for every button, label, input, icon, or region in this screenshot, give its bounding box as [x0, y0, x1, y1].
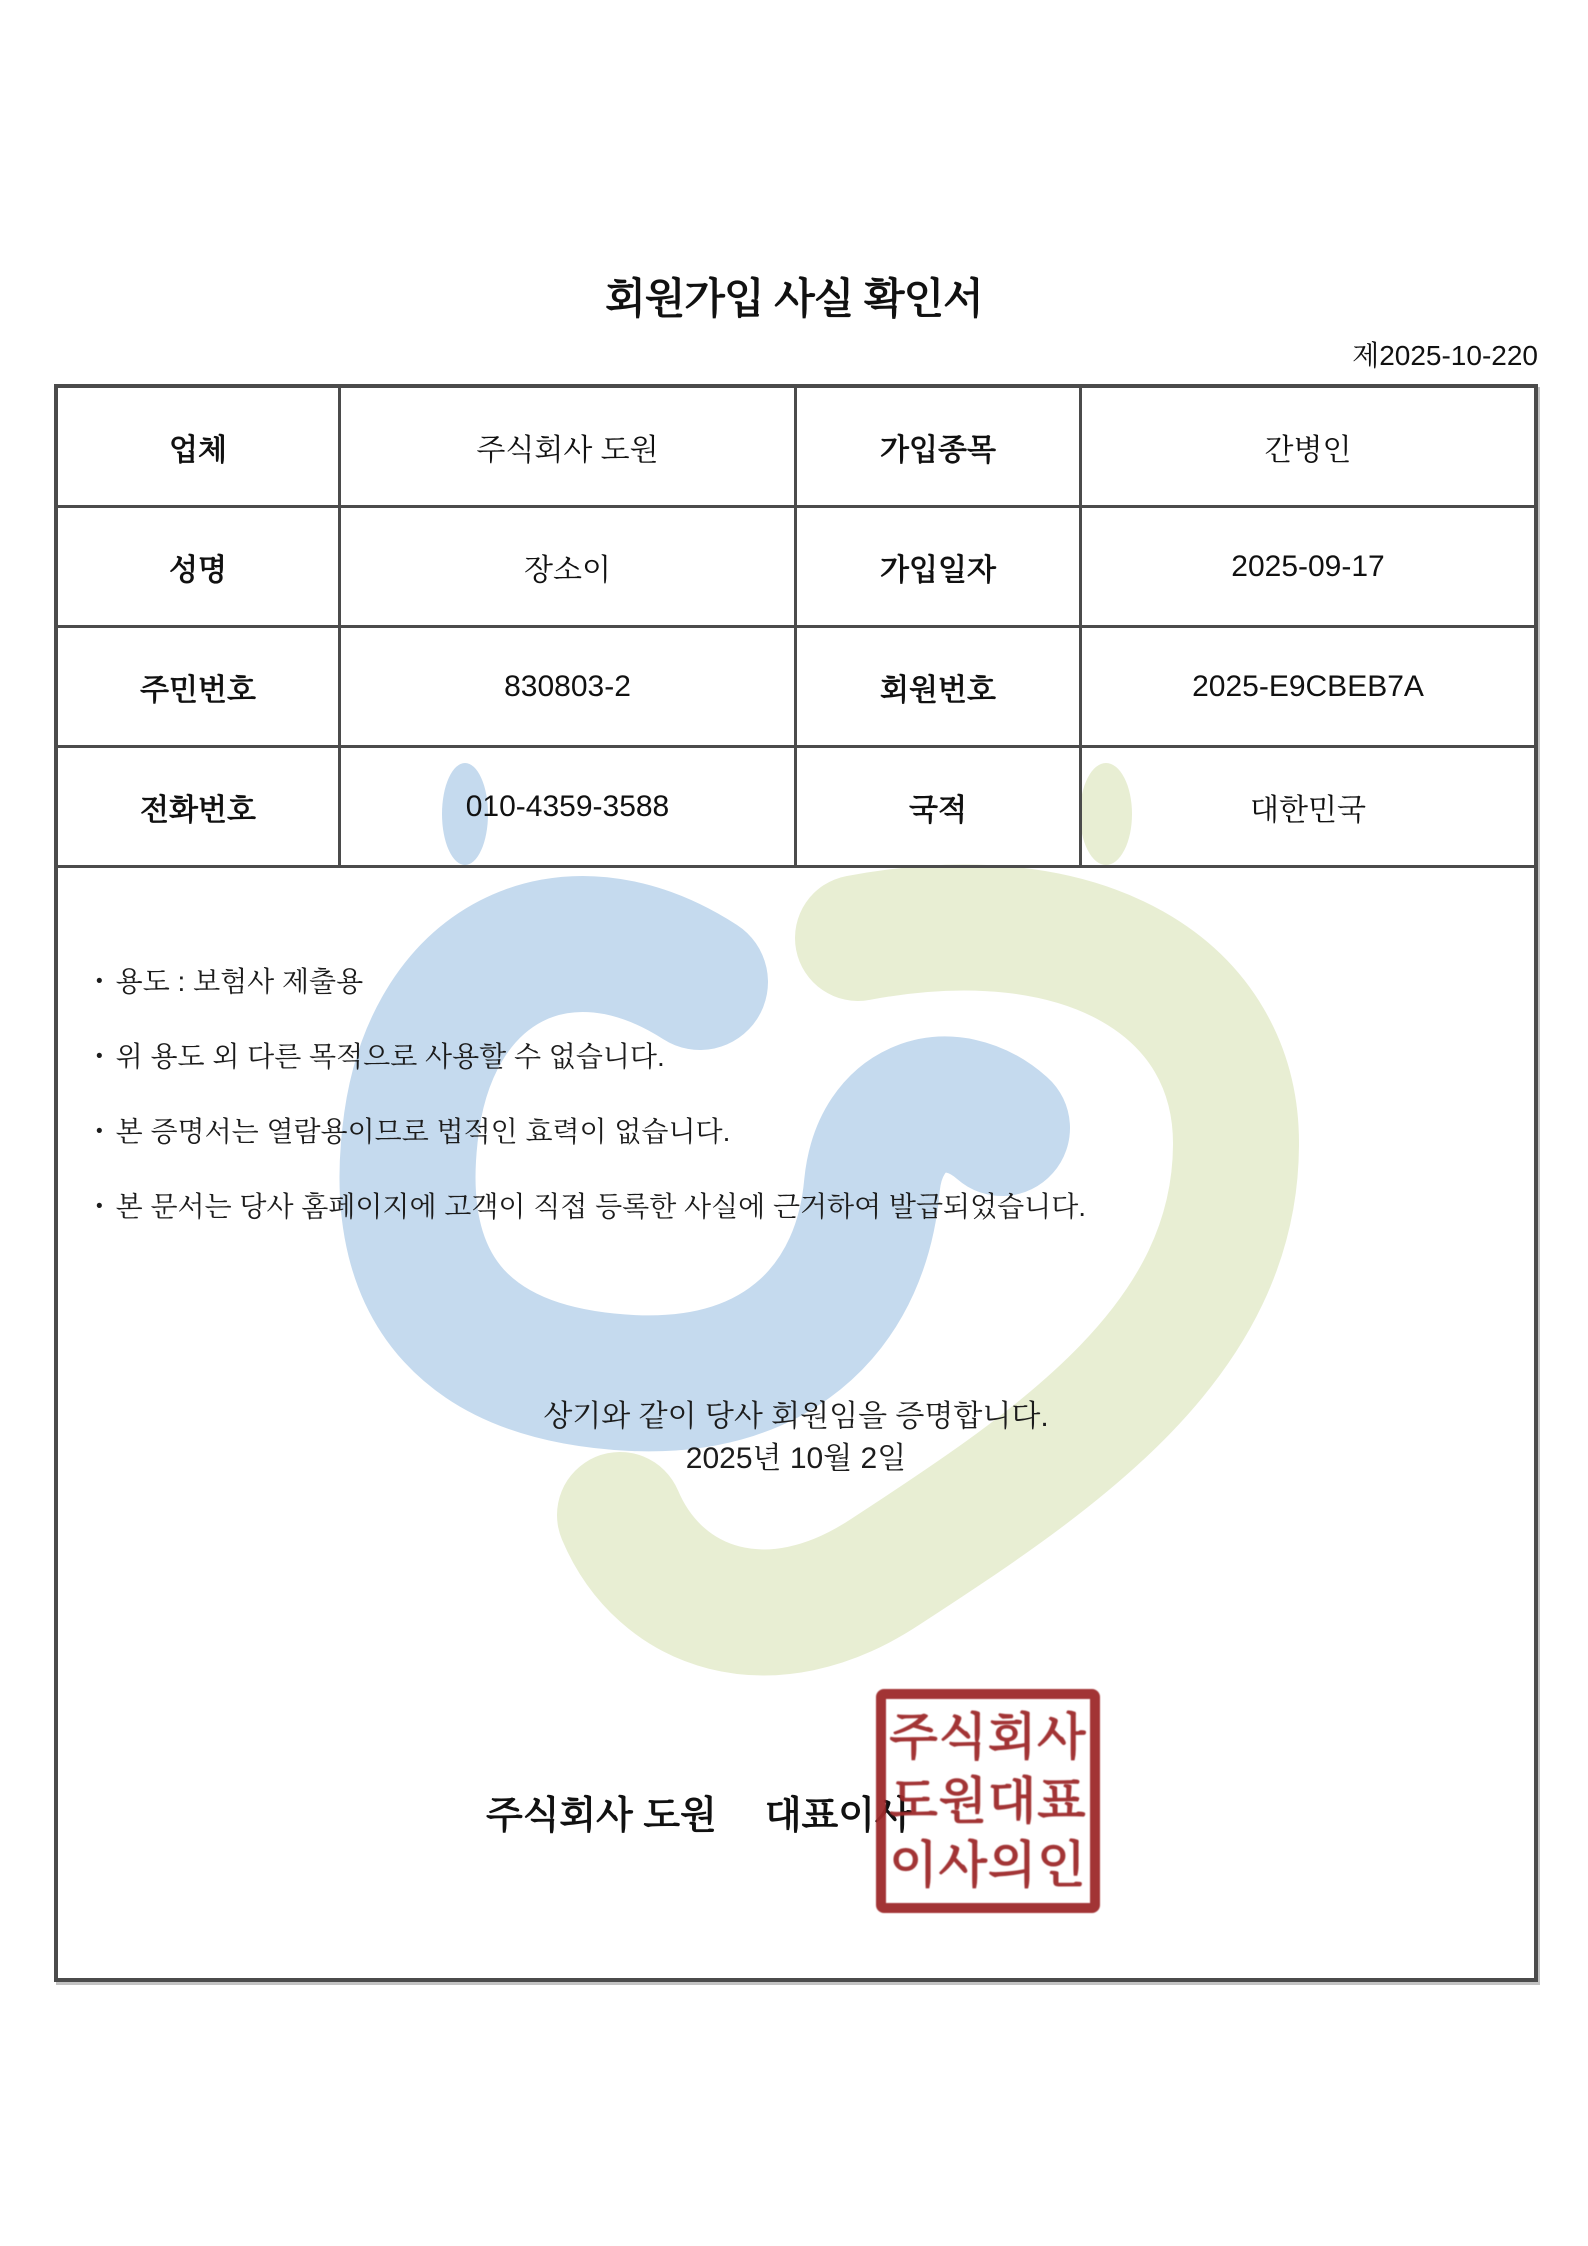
table-label-name: 성명 [58, 508, 341, 628]
note-text: 본 증명서는 열람용이므로 법적인 효력이 없습니다. [115, 1116, 731, 1147]
table-value-join-date: 2025-09-17 [1082, 508, 1534, 628]
bullet-icon: • [96, 1121, 103, 1142]
table-value-company: 주식회사 도원 [341, 388, 797, 508]
certification-statement [58, 1396, 1534, 1480]
seal-line: 도원대표 [889, 1773, 1087, 1829]
table-value-membership-type: 간병인 [1082, 388, 1534, 508]
page-title: 회원가입 사실 확인서 [605, 275, 983, 322]
signature-title: 대표이사 [764, 1795, 912, 1837]
note-item [96, 960, 1086, 1000]
signature-company: 주식회사 도원 [486, 1795, 717, 1837]
table-value-nationality: 대한민국 [1082, 748, 1534, 868]
certificate-box [54, 384, 1538, 1982]
note-text: 용도 : 보험사 제출용 [115, 966, 364, 997]
table-label-resident-no: 주민번호 [58, 628, 341, 748]
seal-line: 이사의인 [889, 1837, 1087, 1893]
certificate-body [58, 868, 1534, 1975]
table-value-resident-no: 830803-2 [341, 628, 797, 748]
table-value-member-no: 2025-E9CBEB7A [1082, 628, 1534, 748]
bullet-icon: • [96, 1196, 103, 1217]
notes-list [96, 960, 1086, 1260]
bullet-icon: • [96, 1046, 103, 1067]
table-label-membership-type: 가입종목 [797, 388, 1082, 508]
table-label-company: 업체 [58, 388, 341, 508]
seal-line: 주식회사 [889, 1709, 1087, 1765]
table-label-phone: 전화번호 [58, 748, 341, 868]
company-seal [876, 1689, 1100, 1913]
note-text: 위 용도 외 다른 목적으로 사용할 수 없습니다. [115, 1041, 665, 1072]
table-label-member-no: 회원번호 [797, 628, 1082, 748]
note-text: 본 문서는 당사 홈페이지에 고객이 직접 등록한 사실에 근거하여 발급되었습니다. [115, 1191, 1087, 1222]
certification-text: 상기와 같이 당사 회원임을 증명합니다. [543, 1400, 1049, 1433]
note-item [96, 1035, 1086, 1075]
table-label-join-date: 가입일자 [797, 508, 1082, 628]
signature-line [486, 1784, 912, 1839]
note-item [96, 1185, 1086, 1225]
certification-date: 2025년 10월 2일 [685, 1442, 907, 1475]
table-value-phone: 010-4359-3588 [341, 748, 797, 868]
doc-number: 제2025-10-220 [1352, 340, 1538, 371]
bullet-icon: • [96, 971, 103, 992]
table-label-nationality: 국적 [797, 748, 1082, 868]
note-item [96, 1110, 1086, 1150]
table-value-name: 장소이 [341, 508, 797, 628]
info-table [58, 388, 1534, 868]
